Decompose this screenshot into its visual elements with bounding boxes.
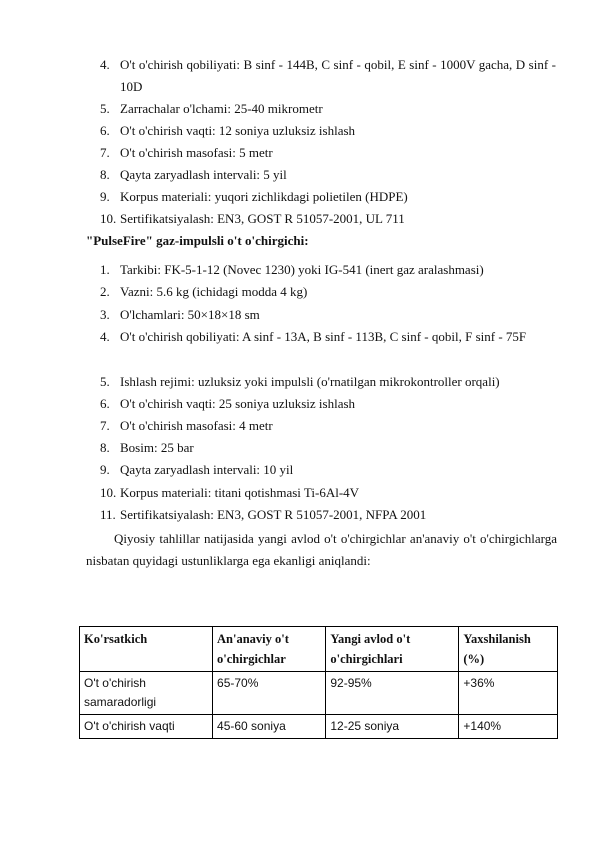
table-cell: 12-25 soniya: [326, 715, 459, 739]
list-number: 7.: [100, 418, 110, 433]
table-cell: 92-95%: [326, 672, 459, 715]
list-text: O't o'chirish qobiliyati: A sinf - 13A, B sinf - 113B, C sinf - qobil, F sinf - 75F: [120, 329, 527, 344]
list-number: 7.: [100, 145, 110, 160]
list-text: O't o'chirish vaqti: 12 soniya uzluksiz ishlash: [120, 123, 356, 138]
table-row: [80, 715, 558, 739]
list-number: 9.: [100, 462, 110, 477]
list-text: Ishlash rejimi: uzluksiz yoki impulsli (o'rnatilgan mikrokontroller orqali): [120, 374, 500, 389]
table-cell: +140%: [459, 715, 558, 739]
list-text: O'lchamlari: 50×18×18 sm: [120, 307, 260, 322]
table-header-cell: Yaxshilanish (%): [459, 627, 558, 672]
list-number: 9.: [100, 189, 110, 204]
list-number: 6.: [100, 396, 110, 411]
body-paragraph: Qiyosiy tahlillar natijasida yangi avlod o't o'chirgichlar an'anaviy o't o'chirgichlarga nisbatan quyidagi ustunliklarga ega ekanligi aniqlandi:: [86, 531, 557, 568]
list-text: Sertifikatsiyalash: EN3, GOST R 51057-2001, UL 711: [120, 211, 405, 226]
list-text: O't o'chirish vaqti: 25 soniya uzluksiz ishlash: [120, 396, 356, 411]
table-header-cell: Yangi avlod o't o'chirgichlari: [326, 627, 459, 672]
list-number: 5.: [100, 374, 110, 389]
list-text: Qayta zaryadlash intervali: 5 yil: [120, 167, 287, 182]
list-number: 3.: [100, 307, 110, 322]
list-text: Qayta zaryadlash intervali: 10 yil: [120, 462, 294, 477]
table-cell: 65-70%: [213, 672, 326, 715]
list-number: 4.: [100, 329, 110, 344]
table-cell: 45-60 soniya: [213, 715, 326, 739]
list-text: Sertifikatsiyalash: EN3, GOST R 51057-2001, NFPA 2001: [120, 507, 427, 522]
list-number: 6.: [100, 123, 110, 138]
list-number: 1.: [100, 262, 110, 277]
list-number: 2.: [100, 284, 110, 299]
table-cell: O't o'chirish vaqti: [80, 715, 213, 739]
list-text: Bosim: 25 bar: [120, 440, 194, 455]
list-number: 10.: [100, 485, 117, 500]
table-cell: O't o'chirish samaradorligi: [80, 672, 213, 715]
table-header-row: [80, 627, 558, 672]
list-number: 5.: [100, 101, 110, 116]
list-number: 4.: [100, 57, 110, 72]
list-text: Tarkibi: FK-5-1-12 (Novec 1230) yoki IG-541 (inert gaz aralashmasi): [120, 262, 484, 277]
list-number: 8.: [100, 440, 110, 455]
list-text: O't o'chirish masofasi: 5 metr: [120, 145, 273, 160]
table-header-cell: An'anaviy o't o'chirgichlar: [213, 627, 326, 672]
table-row: [80, 672, 558, 715]
list-text: Zarrachalar o'lchami: 25-40 mikrometr: [120, 101, 323, 116]
list-text: O't o'chirish qobiliyati: B sinf - 144B, C sinf - qobil, E sinf - 1000V gacha, D sinf - 10D: [120, 57, 556, 94]
list-text: Korpus materiali: titani qotishmasi Ti-6Al-4V: [120, 485, 360, 500]
comparison-table: [79, 626, 558, 739]
table-cell: +36%: [459, 672, 558, 715]
list-text: O't o'chirish masofasi: 4 metr: [120, 418, 273, 433]
list-number: 8.: [100, 167, 110, 182]
list-text: Korpus materiali: yuqori zichlikdagi polietilen (HDPE): [120, 189, 408, 204]
list-number: 10.: [100, 211, 117, 226]
section-heading: "PulseFire" gaz-impulsli o't o'chirgichi:: [86, 233, 309, 248]
table-header-cell: Ko'rsatkich: [80, 627, 213, 672]
list-text: Vazni: 5.6 kg (ichidagi modda 4 kg): [120, 284, 308, 299]
list-number: 11.: [100, 507, 116, 522]
